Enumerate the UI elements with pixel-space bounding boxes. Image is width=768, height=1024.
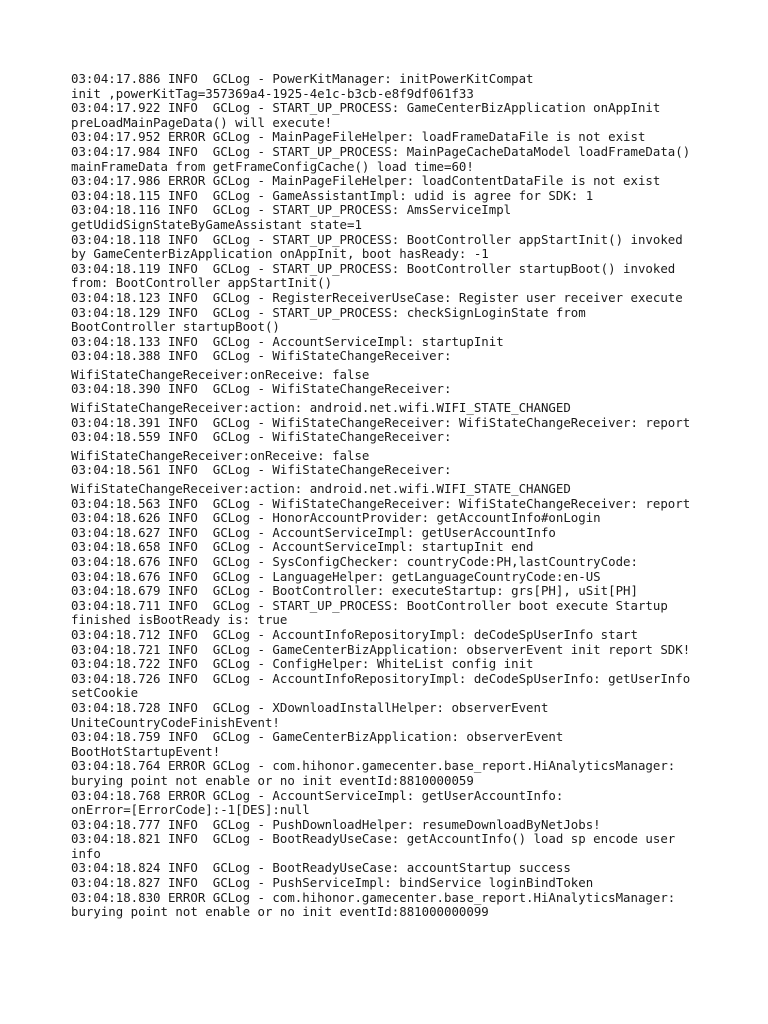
- log-line: 03:04:18.728 INFO GCLog - XDownloadInstallHelper: observerEvent: [71, 699, 549, 715]
- log-line: 03:04:18.726 INFO GCLog - AccountInfoRepositoryImpl: deCodeSpUserInfo: getUserInfo: [71, 670, 691, 686]
- log-line: burying point not enable or no init eventId:881000000099: [71, 904, 489, 920]
- log-line: 03:04:18.821 INFO GCLog - BootReadyUseCase: getAccountInfo() load sp encode user: [71, 831, 676, 847]
- log-line: onError=[ErrorCode]:-1[DES]:null: [71, 802, 310, 818]
- log-line: 03:04:18.563 INFO GCLog - WifiStateChangeReceiver: WifiStateChangeReceiver: report: [71, 495, 691, 511]
- log-line: 03:04:18.627 INFO GCLog - AccountServiceImpl: getUserAccountInfo: [71, 524, 556, 540]
- log-line: 03:04:18.559 INFO GCLog - WifiStateChangeReceiver:: [71, 429, 452, 445]
- log-line: 03:04:18.626 INFO GCLog - HonorAccountProvider: getAccountInfo#onLogin: [71, 510, 601, 526]
- log-line: 03:04:18.777 INFO GCLog - PushDownloadHelper: resumeDownloadByNetJobs!: [71, 816, 601, 832]
- log-line: getUdidSignStateByGameAssistant state=1: [71, 216, 362, 232]
- log-line: 03:04:18.118 INFO GCLog - START_UP_PROCESS: BootController appStartInit() invoked: [71, 231, 683, 247]
- log-line: finished isBootReady is: true: [71, 612, 288, 628]
- log-line: from: BootController appStartInit(): [71, 275, 333, 291]
- log-line: mainFrameData from getFrameConfigCache() load time=60!: [71, 158, 474, 174]
- log-line: 03:04:18.768 ERROR GCLog - AccountServiceImpl: getUserAccountInfo:: [71, 787, 564, 803]
- log-line: 03:04:18.764 ERROR GCLog - com.hihonor.gamecenter.base_report.HiAnalyticsManager:: [71, 758, 676, 774]
- log-line: 03:04:18.123 INFO GCLog - RegisterReceiverUseCase: Register user receiver execute: [71, 289, 683, 305]
- log-line: 03:04:18.133 INFO GCLog - AccountServiceImpl: startupInit: [71, 333, 504, 349]
- log-line: 03:04:18.711 INFO GCLog - START_UP_PROCESS: BootController boot execute Startup: [71, 597, 668, 613]
- log-line: 03:04:18.390 INFO GCLog - WifiStateChangeReceiver:: [71, 381, 452, 397]
- log-line: 03:04:18.561 INFO GCLog - WifiStateChangeReceiver:: [71, 462, 452, 478]
- log-line: 03:04:17.886 INFO GCLog - PowerKitManager: initPowerKitCompat: [71, 71, 534, 86]
- log-line: 03:04:18.391 INFO GCLog - WifiStateChangeReceiver: WifiStateChangeReceiver: report: [71, 414, 691, 430]
- log-line: 03:04:18.658 INFO GCLog - AccountServiceImpl: startupInit end: [71, 539, 534, 555]
- log-line: 03:04:18.759 INFO GCLog - GameCenterBizApplication: observerEvent: [71, 729, 564, 745]
- log-text-block: [71, 72, 711, 920]
- log-line: 03:04:18.129 INFO GCLog - START_UP_PROCESS: checkSignLoginState from: [71, 304, 586, 320]
- log-line: 03:04:17.922 INFO GCLog - START_UP_PROCESS: GameCenterBizApplication onAppInit: [71, 100, 661, 116]
- log-line: preLoadMainPageData() will execute!: [71, 114, 333, 130]
- log-line: 03:04:18.679 INFO GCLog - BootController: executeStartup: grs[PH], uSit[PH]: [71, 583, 638, 599]
- log-line: 03:04:18.676 INFO GCLog - SysConfigChecker: countryCode:PH,lastCountryCode:: [71, 554, 638, 569]
- log-line: info: [71, 845, 101, 861]
- log-line: 03:04:17.952 ERROR GCLog - MainPageFileHelper: loadFrameDataFile is not exist: [71, 129, 646, 145]
- log-line: 03:04:18.830 ERROR GCLog - com.hihonor.gamecenter.base_report.HiAnalyticsManager:: [71, 889, 676, 905]
- log-line: init ,powerKitTag=357369a4-1925-4e1c-b3cb-e8f9df061f33: [71, 85, 474, 101]
- log-line: 03:04:17.984 INFO GCLog - START_UP_PROCESS: MainPageCacheDataModel loadFrameData(): [71, 143, 691, 159]
- log-line: WifiStateChangeReceiver:onReceive: false: [71, 447, 370, 463]
- log-line: 03:04:18.721 INFO GCLog - GameCenterBizApplication: observerEvent init report SDK!: [71, 641, 691, 657]
- log-line: 03:04:18.824 INFO GCLog - BootReadyUseCase: accountStartup success: [71, 860, 571, 876]
- log-line: WifiStateChangeReceiver:action: android.net.wifi.WIFI_STATE_CHANGED: [71, 481, 571, 497]
- log-line: BootController startupBoot(): [71, 319, 280, 335]
- log-line: 03:04:18.827 INFO GCLog - PushServiceImpl: bindService loginBindToken: [71, 875, 594, 891]
- log-line: 03:04:18.116 INFO GCLog - START_UP_PROCESS: AmsServiceImpl: [71, 202, 512, 218]
- log-line: UniteCountryCodeFinishEvent!: [71, 714, 280, 730]
- log-line: setCookie: [71, 685, 139, 701]
- log-line: 03:04:18.388 INFO GCLog - WifiStateChangeReceiver:: [71, 348, 452, 364]
- log-line: WifiStateChangeReceiver:action: android.net.wifi.WIFI_STATE_CHANGED: [71, 400, 571, 416]
- log-line: 03:04:18.119 INFO GCLog - START_UP_PROCESS: BootController startupBoot() invoked: [71, 260, 676, 276]
- log-line: 03:04:18.676 INFO GCLog - LanguageHelper: getLanguageCountryCode:en-US: [71, 568, 601, 584]
- log-line: 03:04:17.986 ERROR GCLog - MainPageFileHelper: loadContentDataFile is not exist: [71, 173, 661, 189]
- log-line: 03:04:18.712 INFO GCLog - AccountInfoRepositoryImpl: deCodeSpUserInfo start: [71, 626, 638, 642]
- log-line: BootHotStartupEvent!: [71, 743, 221, 759]
- log-line: 03:04:18.722 INFO GCLog - ConfigHelper: WhiteList config init: [71, 656, 534, 672]
- log-line: WifiStateChangeReceiver:onReceive: false: [71, 366, 370, 382]
- log-line: 03:04:18.115 INFO GCLog - GameAssistantImpl: udid is agree for SDK: 1: [71, 187, 594, 203]
- log-line: by GameCenterBizApplication onAppInit, boot hasReady: -1: [71, 246, 489, 262]
- log-line: burying point not enable or no init eventId:8810000059: [71, 772, 474, 788]
